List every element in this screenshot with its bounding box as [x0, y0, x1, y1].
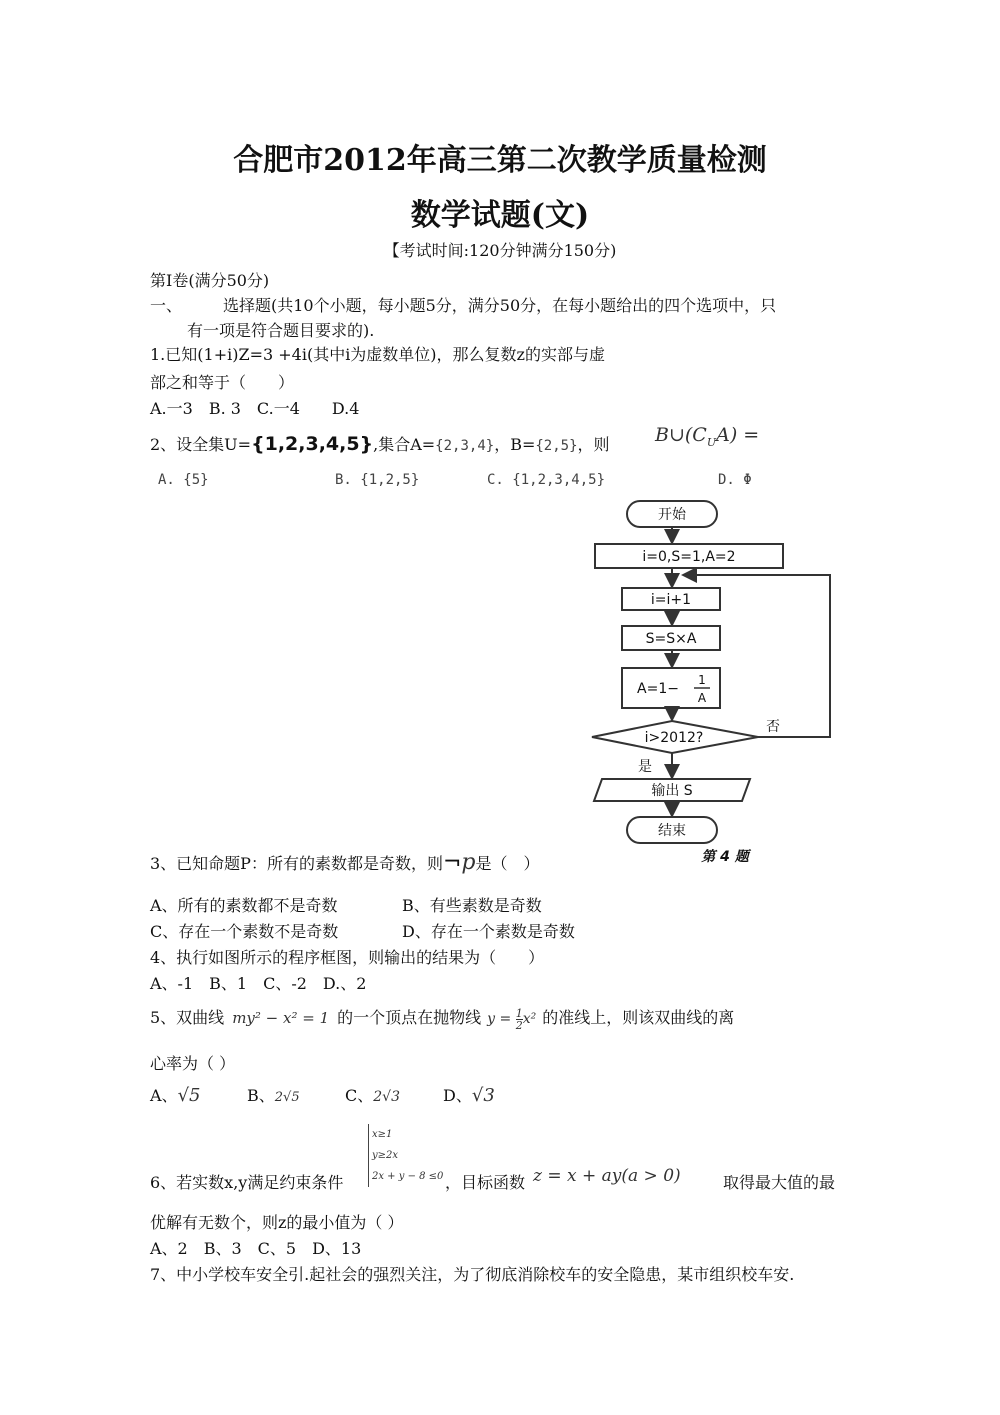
q2-expr-tail: A) = [716, 424, 760, 446]
q5-stem-prefix: 5、双曲线 [150, 1008, 225, 1027]
q5-option-d [443, 1083, 495, 1106]
q1-stem-line1: 1.已知(1+i)Z=3 +4i(其中i为虚数单位)，那么复数z的实部与虚 [150, 345, 605, 364]
exam-subtitle: 数学试题(文) [410, 198, 590, 233]
q2-option-a: A. {5} [158, 472, 209, 488]
flow-update-denominator: A [697, 691, 707, 705]
q6-stem-mid: ，目标函数 [445, 1173, 526, 1192]
q3-option-c: C、存在一个素数不是奇数 [150, 922, 339, 941]
q4-stem: 4、执行如图所示的程序框图，则输出的结果为（ ） [150, 948, 545, 967]
q5-option-d-label: D、 [443, 1086, 472, 1105]
q6-constraint-system [368, 1124, 443, 1187]
q1-stem-line2: 部之和等于（ ） [150, 373, 295, 392]
q5-stem-mid: 的一个顶点在抛物线 [337, 1008, 482, 1027]
flow-init-label: i=0,S=1,A=2 [642, 549, 736, 565]
q5-parabola-fraction [516, 1008, 523, 1031]
q2-option-c: C. {1,2,3,4,5} [487, 472, 606, 488]
q5-stem [150, 1005, 734, 1031]
q2-stem-mid: ,集合A= [373, 435, 436, 454]
q3-option-a: A、所有的素数都不是奇数 [150, 896, 338, 915]
q5-option-c [345, 1083, 400, 1106]
q2-set-u: {1,2,3,4,5} [251, 433, 374, 455]
q5-option-b-value: 2√5 [274, 1090, 300, 1105]
q5-option-d-value: √3 [471, 1085, 495, 1106]
q3-option-b: B、有些素数是奇数 [402, 896, 542, 915]
q5-hyperbola: my² − x² = 1 [232, 1009, 330, 1027]
part-instructions-line2: 有一项是符合题目要求的). [187, 321, 375, 340]
flow-update-numerator: 1 [698, 673, 706, 687]
q2-option-d: D. Φ [718, 472, 752, 488]
q3-negation-variable: p [461, 850, 476, 875]
q5-option-b-label: B、 [247, 1086, 275, 1105]
flow-decision-label: i>2012? [644, 730, 704, 746]
q6-options: A、2 B、3 C、5 D、13 [150, 1239, 362, 1258]
q5-option-a [150, 1083, 200, 1106]
part-instructions-line1: 选择题(共10个小题，每小题5分，满分50分，在每小题给出的四个选项中，只 [223, 296, 777, 315]
q2-set-b: {2,5} [535, 438, 578, 454]
q2-expression [655, 424, 759, 449]
q5-option-a-label: A、 [150, 1086, 178, 1105]
flowchart [580, 495, 850, 870]
q2-set-a: {2,3,4} [435, 438, 495, 454]
q4-options: A、-1 B、1 C、-2 D.、2 [150, 974, 367, 993]
q6-stem-suffix: 取得最大值的最 [723, 1173, 836, 1192]
q2-stem-suffix: ，则 [577, 435, 610, 454]
section-label: 第I卷(满分50分) [150, 271, 270, 290]
q5-option-a-value: √5 [177, 1085, 201, 1106]
q2-expr: B∪(C [655, 424, 707, 446]
q2-stem [150, 432, 610, 455]
flow-product-label: S=S×A [645, 631, 697, 647]
q3-option-d: D、存在一个素数是奇数 [402, 922, 575, 941]
q3-stem-prefix: 3、已知命题P：所有的素数都是奇数，则 [150, 854, 443, 873]
q2-expr-sub: U [706, 435, 717, 449]
q2-stem-prefix: 2、设全集U= [150, 435, 252, 454]
q5-option-c-value: 2√3 [373, 1089, 400, 1105]
q5-parabola-lhs: y = [487, 1011, 512, 1027]
q3-stem-suffix: 是（ ） [475, 854, 540, 873]
q6-constraint-1: x≥1 [372, 1129, 393, 1140]
q3-stem [150, 850, 540, 875]
q2-option-b: B. {1,2,5} [335, 472, 420, 488]
q5-parabola-denominator: 2 [515, 1018, 523, 1032]
q5-parabola-rhs: x² [522, 1011, 537, 1027]
q7-stem: 7、中小学校车安全引.起社会的强烈关注，为了彻底消除校车的安全隐患，某市组织校车安. [150, 1265, 795, 1284]
flow-update-prefix: A=1− [637, 681, 679, 697]
flow-increment-label: i=i+1 [650, 592, 692, 608]
flow-caption: 第 4 题 [701, 849, 749, 865]
q6-stem-line2: 优解有无数个，则z的最小值为（ ） [150, 1213, 404, 1232]
part-number: 一、 [150, 296, 183, 315]
q5-stem-suffix: 的准线上，则该双曲线的离 [542, 1008, 735, 1027]
q2-stem-mid2: ，B= [494, 435, 536, 454]
q5-parabola-numerator: 1 [515, 1006, 523, 1020]
flow-start-label: 开始 [658, 507, 686, 523]
flow-yes-label: 是 [638, 759, 652, 775]
q5-option-b [247, 1083, 300, 1106]
q6-stem-prefix: 6、若实数x,y满足约束条件 [150, 1173, 344, 1192]
exam-info: 【考试时间:120分钟满分150分) [383, 241, 617, 260]
flow-end-label: 结束 [658, 823, 686, 839]
q1-options: A.一3 B. 3 C.一4 D.4 [150, 399, 360, 418]
q5-parabola [487, 1006, 537, 1032]
flow-loop-back-line [683, 575, 830, 737]
exam-title: 合肥市2012年高三第二次教学质量检测 [233, 143, 767, 178]
flow-output-label: 输出 S [651, 783, 693, 799]
q6-constraint-2: y≥2x [372, 1150, 399, 1161]
q5-stem-line2: 心率为（ ） [150, 1054, 236, 1073]
q5-option-c-label: C、 [345, 1086, 374, 1105]
q6-objective: z = x + ay(a > 0) [533, 1166, 681, 1186]
q6-constraint-3: 2x + y − 8 ≤0 [372, 1171, 444, 1182]
flow-no-label: 否 [766, 719, 780, 735]
q3-negation-symbol: ¬ [442, 850, 462, 875]
